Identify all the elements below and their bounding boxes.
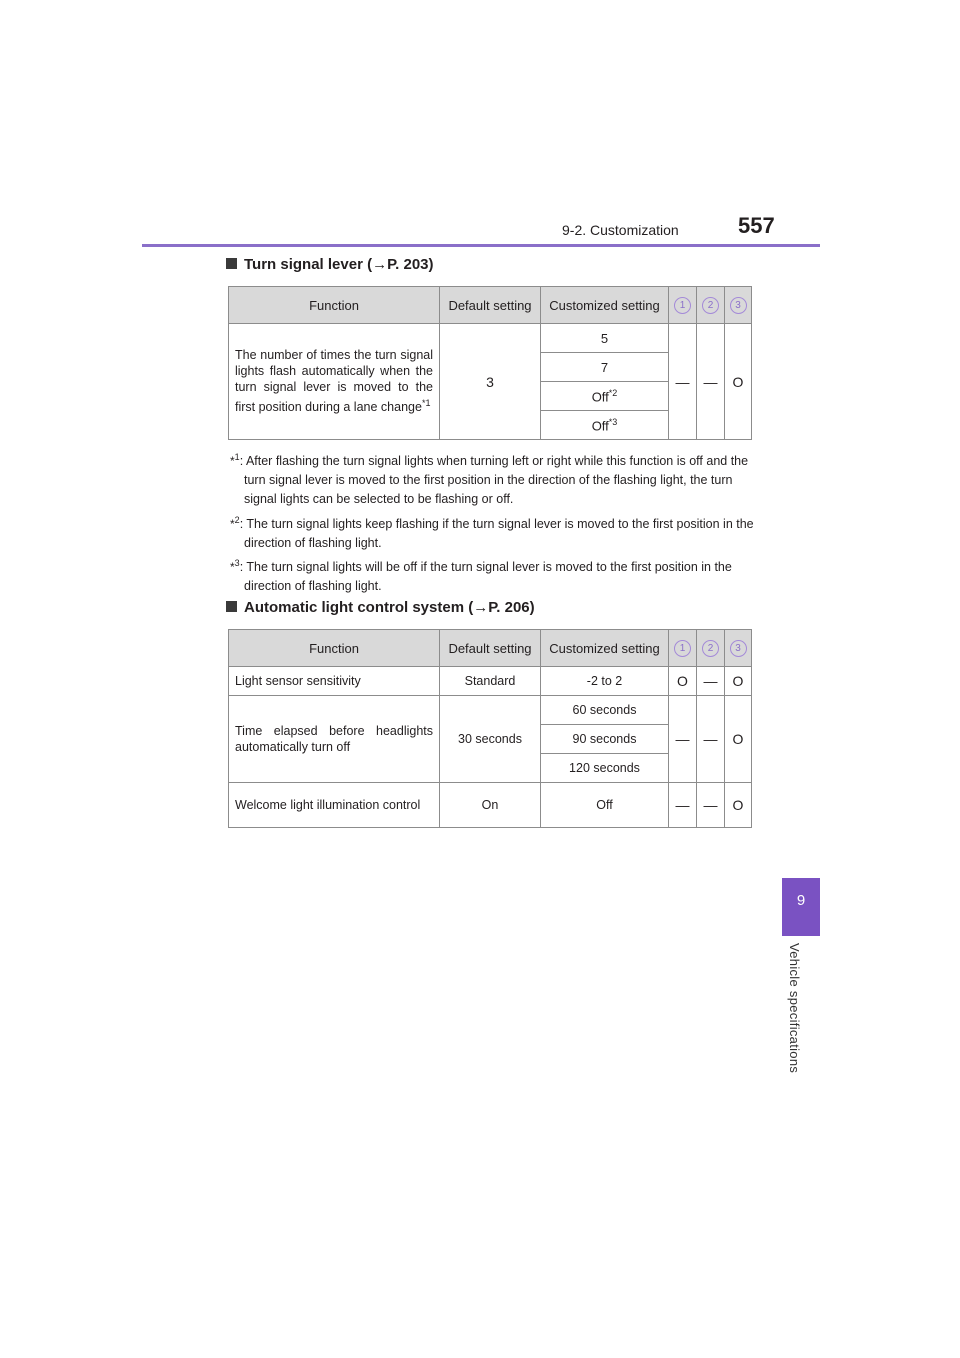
circle-2-icon: 2: [702, 297, 719, 314]
mark-2: —: [697, 324, 725, 440]
function-cell: [229, 324, 440, 440]
col-1: [669, 287, 697, 324]
default-cell: 3: [440, 324, 541, 440]
footnote-ref: *2: [608, 387, 618, 398]
table-row: [229, 324, 752, 353]
section-title: 9-2. Customization: [562, 222, 679, 238]
option-cell: [541, 382, 669, 411]
col-3: [725, 630, 752, 667]
mark-3: O: [725, 783, 752, 828]
col-custom: Customized setting: [541, 630, 669, 667]
mark-3: O: [725, 696, 752, 783]
col-1: [669, 630, 697, 667]
table-header-row: [229, 630, 752, 667]
function-text: The number of times the turn signal lights flash automatically when the turn signal lever is moved to the first position during a lane change: [235, 348, 433, 415]
circle-1-icon: 1: [674, 297, 691, 314]
col-default: Default setting: [440, 630, 541, 667]
section-heading-turn-signal: [226, 256, 434, 273]
mark-3: O: [725, 667, 752, 696]
mark-2: —: [697, 783, 725, 828]
page-number: 557: [738, 213, 775, 238]
circle-3-icon: 3: [730, 297, 747, 314]
function-cell: Light sensor sensitivity: [229, 667, 440, 696]
option-cell: Off: [541, 783, 669, 828]
col-function: Function: [229, 287, 440, 324]
footnote-2: [230, 511, 764, 553]
option-cell: -2 to 2: [541, 667, 669, 696]
col-custom: Customized setting: [541, 287, 669, 324]
option-cell: [541, 411, 669, 440]
mark-1: —: [669, 324, 697, 440]
option-cell: 60 seconds: [541, 696, 669, 725]
table-header-row: [229, 287, 752, 324]
default-cell: On: [440, 783, 541, 828]
option-cell: 90 seconds: [541, 725, 669, 754]
circle-2-icon: 2: [702, 640, 719, 657]
footnote-num: 1: [234, 452, 240, 462]
table-row: [229, 696, 752, 725]
option-cell: 5: [541, 324, 669, 353]
mark-1: O: [669, 667, 697, 696]
footnote-text: : The turn signal lights keep flashing if the turn signal lever is moved to the first position in the direction of flashing light.: [239, 517, 754, 551]
table-row: [229, 783, 752, 828]
turn-signal-table: [228, 286, 752, 440]
function-cell: Time elapsed before headlights automatically turn off: [229, 696, 440, 783]
heading-text: Turn signal lever (→P. 203): [244, 256, 434, 273]
default-cell: Standard: [440, 667, 541, 696]
circle-3-icon: 3: [730, 640, 747, 657]
option-text: Off: [591, 418, 609, 434]
footnote-mark: *: [230, 517, 235, 532]
table-row: [229, 667, 752, 696]
footnote-mark: *: [230, 560, 235, 575]
footnote-text: : The turn signal lights will be off if the turn signal lever is moved to the first position in the direction of flashing light.: [239, 560, 732, 594]
footnote-3: [230, 554, 764, 596]
section-heading-auto-light: [226, 599, 535, 616]
mark-2: —: [697, 696, 725, 783]
footnote-num: 2: [234, 515, 240, 525]
col-function: Function: [229, 630, 440, 667]
mark-1: —: [669, 783, 697, 828]
footnote-mark: *: [230, 454, 235, 469]
header-rule: [142, 244, 820, 247]
col-3: [725, 287, 752, 324]
square-bullet-icon: [226, 258, 237, 269]
mark-3: O: [725, 324, 752, 440]
function-cell: Welcome light illumination control: [229, 783, 440, 828]
footnote-num: 3: [234, 558, 240, 568]
heading-text: Automatic light control system (→P. 206): [244, 599, 535, 616]
footnote-text: : After flashing the turn signal lights when turning left or right while this function is off and the turn signal lever is moved to the first position in the direction of the flashing light, the turn signal lights can be selected to be flashing or off.: [239, 454, 749, 507]
circle-1-icon: 1: [674, 640, 691, 657]
square-bullet-icon: [226, 601, 237, 612]
footnote-ref: *1: [421, 398, 431, 409]
chapter-label: Vehicle specifications: [787, 943, 802, 1074]
col-default: Default setting: [440, 287, 541, 324]
auto-light-table: [228, 629, 752, 828]
option-cell: 120 seconds: [541, 754, 669, 783]
col-2: [697, 287, 725, 324]
option-cell: 7: [541, 353, 669, 382]
mark-1: —: [669, 696, 697, 783]
default-cell: 30 seconds: [440, 696, 541, 783]
option-text: Off: [591, 389, 609, 405]
footnote-ref: *3: [608, 416, 618, 427]
col-2: [697, 630, 725, 667]
footnote-1: [230, 448, 764, 509]
mark-2: —: [697, 667, 725, 696]
chapter-tab[interactable]: 9: [782, 878, 820, 936]
